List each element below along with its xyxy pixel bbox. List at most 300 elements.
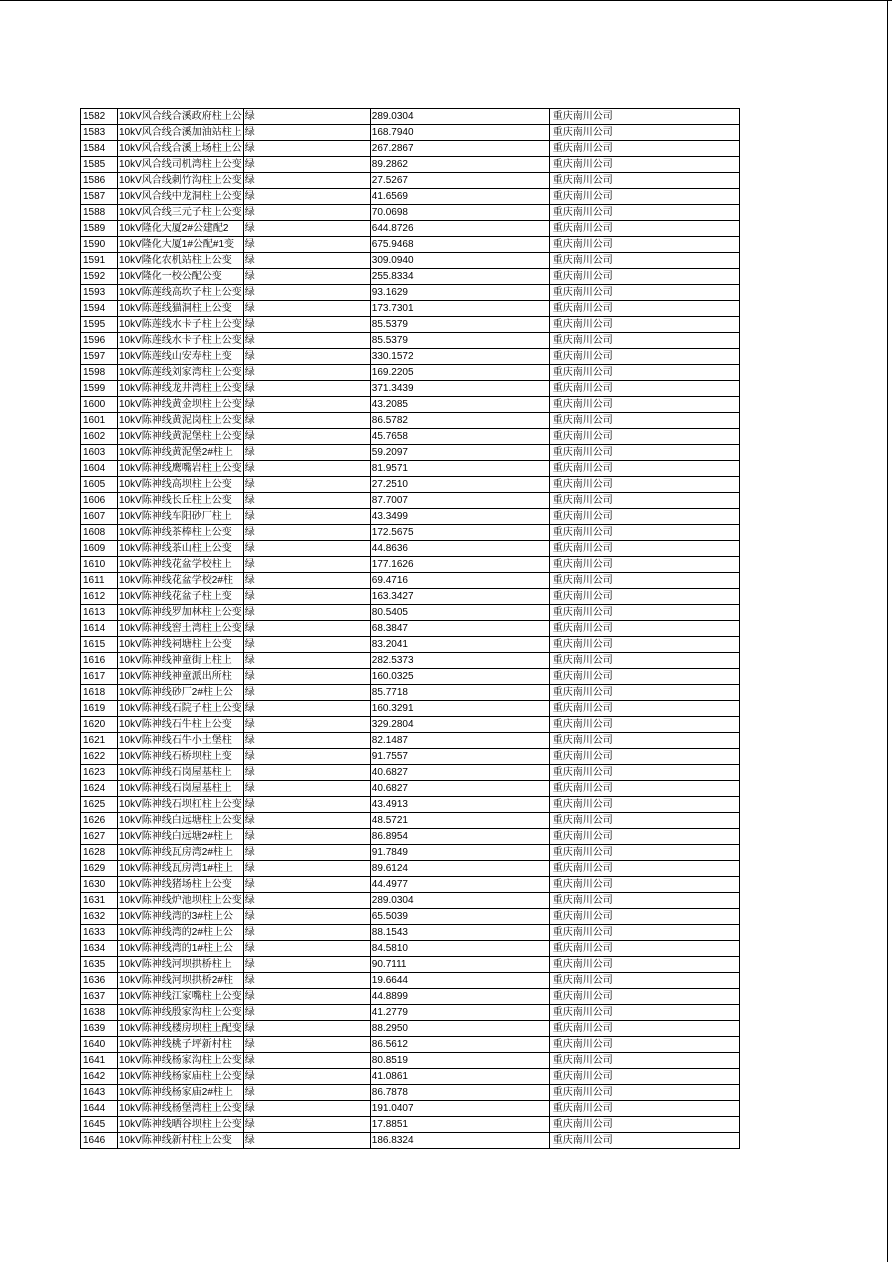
company-cell: 重庆南川公司 [549,877,739,893]
table-row [81,1037,740,1053]
transformer-name-cell: 10kV陈神线神童派出所柱 [118,669,244,685]
transformer-name-cell: 10kV陈神线瓦房湾1#柱上 [118,861,244,877]
transformer-name-cell: 10kV风合线合溪政府柱上公 [118,109,244,125]
company-cell: 重庆南川公司 [549,781,739,797]
row-number-cell: 1600 [81,397,118,413]
company-cell: 重庆南川公司 [549,1037,739,1053]
value-cell: 19.6644 [370,973,549,989]
right-border-line [887,0,888,1262]
value-cell: 82.1487 [370,733,549,749]
transformer-name-cell: 10kV陈神线猪场柱上公变 [118,877,244,893]
company-cell: 重庆南川公司 [549,509,739,525]
value-cell: 41.0861 [370,1069,549,1085]
status-color-cell: 绿 [243,1085,370,1101]
status-color-cell: 绿 [243,541,370,557]
company-cell: 重庆南川公司 [549,237,739,253]
status-color-cell: 绿 [243,237,370,253]
transformer-name-cell: 10kV陈神线长丘柱上公变 [118,493,244,509]
transformer-name-cell: 10kV陈神线石坝杠柱上公变 [118,797,244,813]
status-color-cell: 绿 [243,1005,370,1021]
company-cell: 重庆南川公司 [549,701,739,717]
row-number-cell: 1625 [81,797,118,813]
value-cell: 59.2097 [370,445,549,461]
status-color-cell: 绿 [243,781,370,797]
transformer-name-cell: 10kV陈神线花盆学校2#柱 [118,573,244,589]
transformer-name-cell: 10kV陈神线桃子坪新村柱 [118,1037,244,1053]
company-cell: 重庆南川公司 [549,589,739,605]
transformer-name-cell: 10kV陈神线石岗屋基柱上 [118,781,244,797]
value-cell: 91.7849 [370,845,549,861]
transformer-name-cell: 10kV隆化一校公配公变 [118,269,244,285]
status-color-cell: 绿 [243,621,370,637]
status-color-cell: 绿 [243,477,370,493]
status-color-cell: 绿 [243,701,370,717]
value-cell: 43.3499 [370,509,549,525]
table-row [81,877,740,893]
value-cell: 86.5612 [370,1037,549,1053]
value-cell: 81.9571 [370,461,549,477]
table-row [81,1021,740,1037]
table-row [81,621,740,637]
table-row [81,589,740,605]
status-color-cell: 绿 [243,845,370,861]
status-color-cell: 绿 [243,1117,370,1133]
company-cell: 重庆南川公司 [549,909,739,925]
row-number-cell: 1636 [81,973,118,989]
status-color-cell: 绿 [243,909,370,925]
value-cell: 177.1626 [370,557,549,573]
row-number-cell: 1602 [81,429,118,445]
company-cell: 重庆南川公司 [549,653,739,669]
row-number-cell: 1591 [81,253,118,269]
transformer-name-cell: 10kV陈神线石牛小土堡柱 [118,733,244,749]
transformer-name-cell: 10kV陈神线黄金坝柱上公变 [118,397,244,413]
value-cell: 289.0304 [370,893,549,909]
value-cell: 45.7658 [370,429,549,445]
value-cell: 90.7111 [370,957,549,973]
transformer-name-cell: 10kV陈神线殷家沟柱上公变 [118,1005,244,1021]
status-color-cell: 绿 [243,573,370,589]
transformer-name-cell: 10kV陈神线鹰嘴岩柱上公变 [118,461,244,477]
transformer-name-cell: 10kV陈神线杨家庙2#柱上 [118,1085,244,1101]
table-row [81,605,740,621]
transformer-name-cell: 10kV陈神线杨家沟柱上公变 [118,1053,244,1069]
value-cell: 371.3439 [370,381,549,397]
row-number-cell: 1605 [81,477,118,493]
status-color-cell: 绿 [243,669,370,685]
status-color-cell: 绿 [243,141,370,157]
value-cell: 17.8851 [370,1117,549,1133]
transformer-name-cell: 10kV陈神线晒谷坝柱上公变 [118,1117,244,1133]
value-cell: 85.5379 [370,317,549,333]
value-cell: 160.3291 [370,701,549,717]
row-number-cell: 1606 [81,493,118,509]
row-number-cell: 1585 [81,157,118,173]
value-cell: 86.5782 [370,413,549,429]
transformer-name-cell: 10kV陈神线神童街上柱上 [118,653,244,669]
table-row [81,333,740,349]
table-row [81,861,740,877]
row-number-cell: 1642 [81,1069,118,1085]
status-color-cell: 绿 [243,1069,370,1085]
row-number-cell: 1594 [81,301,118,317]
table-row [81,781,740,797]
transformer-name-cell: 10kV风合线刺竹沟柱上公变 [118,173,244,189]
company-cell: 重庆南川公司 [549,461,739,477]
transformer-name-cell: 10kV风合线合溪上场柱上公 [118,141,244,157]
row-number-cell: 1592 [81,269,118,285]
status-color-cell: 绿 [243,1037,370,1053]
value-cell: 191.0407 [370,1101,549,1117]
company-cell: 重庆南川公司 [549,941,739,957]
table-row [81,653,740,669]
company-cell: 重庆南川公司 [549,1085,739,1101]
row-number-cell: 1607 [81,509,118,525]
table-row [81,765,740,781]
transformer-name-cell: 10kV隆化大厦1#公配#1变 [118,237,244,253]
table-row [81,349,740,365]
company-cell: 重庆南川公司 [549,685,739,701]
transformer-name-cell: 10kV风合线三元子柱上公变 [118,205,244,221]
value-cell: 85.5379 [370,333,549,349]
status-color-cell: 绿 [243,173,370,189]
value-cell: 172.5675 [370,525,549,541]
value-cell: 309.0940 [370,253,549,269]
company-cell: 重庆南川公司 [549,1101,739,1117]
value-cell: 644.8726 [370,221,549,237]
value-cell: 43.2085 [370,397,549,413]
status-color-cell: 绿 [243,365,370,381]
value-cell: 168.7940 [370,125,549,141]
company-cell: 重庆南川公司 [549,669,739,685]
company-cell: 重庆南川公司 [549,109,739,125]
value-cell: 80.5405 [370,605,549,621]
table-row [81,557,740,573]
transformer-name-cell: 10kV陈神线花盆子柱上变 [118,589,244,605]
transformer-name-cell: 10kV陈神线炉池坝柱上公变 [118,893,244,909]
value-cell: 69.4716 [370,573,549,589]
status-color-cell: 绿 [243,765,370,781]
table-row [81,685,740,701]
transformer-name-cell: 10kV陈神线河坝拱桥2#柱 [118,973,244,989]
row-number-cell: 1612 [81,589,118,605]
value-cell: 86.8954 [370,829,549,845]
row-number-cell: 1604 [81,461,118,477]
company-cell: 重庆南川公司 [549,717,739,733]
status-color-cell: 绿 [243,381,370,397]
row-number-cell: 1622 [81,749,118,765]
value-cell: 84.5810 [370,941,549,957]
transformer-name-cell: 10kV陈神线罗加林柱上公变 [118,605,244,621]
table-row [81,237,740,253]
status-color-cell: 绿 [243,605,370,621]
company-cell: 重庆南川公司 [549,989,739,1005]
row-number-cell: 1646 [81,1133,118,1149]
status-color-cell: 绿 [243,1021,370,1037]
table-row [81,301,740,317]
status-color-cell: 绿 [243,253,370,269]
row-number-cell: 1595 [81,317,118,333]
transformer-name-cell: 10kV陈神线茶山柱上公变 [118,541,244,557]
transformer-name-cell: 10kV陈莲线高坎子柱上公变 [118,285,244,301]
status-color-cell: 绿 [243,813,370,829]
transformer-name-cell: 10kV陈莲线水卡子柱上公变 [118,317,244,333]
row-number-cell: 1584 [81,141,118,157]
status-color-cell: 绿 [243,797,370,813]
company-cell: 重庆南川公司 [549,333,739,349]
status-color-cell: 绿 [243,637,370,653]
row-number-cell: 1626 [81,813,118,829]
transformer-name-cell: 10kV陈神线车阳砂厂柱上 [118,509,244,525]
transformer-name-cell: 10kV风合线合溪加油站柱上 [118,125,244,141]
table-row [81,493,740,509]
transformer-name-cell: 10kV陈神线杨家庙柱上公变 [118,1069,244,1085]
status-color-cell: 绿 [243,653,370,669]
company-cell: 重庆南川公司 [549,845,739,861]
row-number-cell: 1637 [81,989,118,1005]
company-cell: 重庆南川公司 [549,749,739,765]
company-cell: 重庆南川公司 [549,765,739,781]
table-row [81,173,740,189]
value-cell: 86.7878 [370,1085,549,1101]
row-number-cell: 1601 [81,413,118,429]
table-row [81,205,740,221]
row-number-cell: 1641 [81,1053,118,1069]
table-row [81,1085,740,1101]
transformer-name-cell: 10kV陈神线茶棒柱上公变 [118,525,244,541]
table-row [81,749,740,765]
table-row [81,541,740,557]
row-number-cell: 1629 [81,861,118,877]
value-cell: 186.8324 [370,1133,549,1149]
transformer-name-cell: 10kV陈莲线猫洞柱上公变 [118,301,244,317]
transformer-name-cell: 10kV陈神线石桥坝柱上变 [118,749,244,765]
table-row [81,429,740,445]
row-number-cell: 1615 [81,637,118,653]
company-cell: 重庆南川公司 [549,541,739,557]
company-cell: 重庆南川公司 [549,797,739,813]
row-number-cell: 1582 [81,109,118,125]
row-number-cell: 1588 [81,205,118,221]
status-color-cell: 绿 [243,733,370,749]
company-cell: 重庆南川公司 [549,189,739,205]
value-cell: 88.2950 [370,1021,549,1037]
value-cell: 41.6569 [370,189,549,205]
transformer-name-cell: 10kV陈神线湾的2#柱上公 [118,925,244,941]
row-number-cell: 1643 [81,1085,118,1101]
table-row [81,141,740,157]
company-cell: 重庆南川公司 [549,317,739,333]
value-cell: 68.3847 [370,621,549,637]
value-cell: 255.8334 [370,269,549,285]
table-row [81,285,740,301]
value-cell: 93.1629 [370,285,549,301]
row-number-cell: 1616 [81,653,118,669]
row-number-cell: 1630 [81,877,118,893]
transformer-name-cell: 10kV陈神线龙井湾柱上公变 [118,381,244,397]
company-cell: 重庆南川公司 [549,381,739,397]
table-row [81,109,740,125]
table-row [81,157,740,173]
table-row [81,797,740,813]
row-number-cell: 1603 [81,445,118,461]
status-color-cell: 绿 [243,957,370,973]
table-row [81,717,740,733]
row-number-cell: 1623 [81,765,118,781]
transformer-name-cell: 10kV陈神线花盆学校柱上 [118,557,244,573]
table-row [81,989,740,1005]
value-cell: 329.2804 [370,717,549,733]
company-cell: 重庆南川公司 [549,557,739,573]
transformer-name-cell: 10kV陈神线黄泥岗柱上公变 [118,413,244,429]
value-cell: 330.1572 [370,349,549,365]
value-cell: 85.7718 [370,685,549,701]
company-cell: 重庆南川公司 [549,1117,739,1133]
table-body [81,109,740,1149]
status-color-cell: 绿 [243,349,370,365]
status-color-cell: 绿 [243,525,370,541]
row-number-cell: 1620 [81,717,118,733]
company-cell: 重庆南川公司 [549,157,739,173]
value-cell: 44.8636 [370,541,549,557]
table-row [81,509,740,525]
status-color-cell: 绿 [243,941,370,957]
row-number-cell: 1627 [81,829,118,845]
transformer-name-cell: 10kV陈莲线山安寿柱上变 [118,349,244,365]
company-cell: 重庆南川公司 [549,397,739,413]
table-row [81,733,740,749]
company-cell: 重庆南川公司 [549,637,739,653]
row-number-cell: 1631 [81,893,118,909]
status-color-cell: 绿 [243,109,370,125]
value-cell: 289.0304 [370,109,549,125]
status-color-cell: 绿 [243,1133,370,1149]
status-color-cell: 绿 [243,301,370,317]
row-number-cell: 1590 [81,237,118,253]
table-row [81,397,740,413]
transformer-name-cell: 10kV陈神线瓦房湾2#柱上 [118,845,244,861]
status-color-cell: 绿 [243,413,370,429]
transformer-name-cell: 10kV陈神线杨堡湾柱上公变 [118,1101,244,1117]
value-cell: 89.2862 [370,157,549,173]
company-cell: 重庆南川公司 [549,621,739,637]
value-cell: 48.5721 [370,813,549,829]
status-color-cell: 绿 [243,269,370,285]
transformer-name-cell: 10kV陈神线湾的3#柱上公 [118,909,244,925]
row-number-cell: 1599 [81,381,118,397]
status-color-cell: 绿 [243,717,370,733]
row-number-cell: 1634 [81,941,118,957]
table-row [81,189,740,205]
table-row [81,125,740,141]
table-row [81,829,740,845]
transformer-name-cell: 10kV陈神线新村柱上公变 [118,1133,244,1149]
value-cell: 40.6827 [370,765,549,781]
transformer-name-cell: 10kV隆化大厦2#公建配2 [118,221,244,237]
row-number-cell: 1639 [81,1021,118,1037]
company-cell: 重庆南川公司 [549,973,739,989]
row-number-cell: 1619 [81,701,118,717]
value-cell: 173.7301 [370,301,549,317]
row-number-cell: 1617 [81,669,118,685]
status-color-cell: 绿 [243,493,370,509]
value-cell: 70.0698 [370,205,549,221]
table-row [81,845,740,861]
table-row [81,941,740,957]
row-number-cell: 1583 [81,125,118,141]
transformer-name-cell: 10kV风合线司机湾柱上公变 [118,157,244,173]
status-color-cell: 绿 [243,509,370,525]
table-row [81,1101,740,1117]
table-row [81,1053,740,1069]
company-cell: 重庆南川公司 [549,1005,739,1021]
status-color-cell: 绿 [243,749,370,765]
row-number-cell: 1610 [81,557,118,573]
company-cell: 重庆南川公司 [549,269,739,285]
status-color-cell: 绿 [243,557,370,573]
transformer-name-cell: 10kV风合线中龙洞柱上公变 [118,189,244,205]
company-cell: 重庆南川公司 [549,285,739,301]
top-border-line [0,0,892,1]
value-cell: 675.9468 [370,237,549,253]
value-cell: 27.5267 [370,173,549,189]
transformer-name-cell: 10kV陈神线白远塘2#柱上 [118,829,244,845]
transformer-name-cell: 10kV陈神线石牛柱上公变 [118,717,244,733]
status-color-cell: 绿 [243,125,370,141]
company-cell: 重庆南川公司 [549,893,739,909]
table-row [81,925,740,941]
value-cell: 169.2205 [370,365,549,381]
table-row [81,973,740,989]
table-row [81,669,740,685]
company-cell: 重庆南川公司 [549,253,739,269]
table-row [81,573,740,589]
row-number-cell: 1614 [81,621,118,637]
row-number-cell: 1632 [81,909,118,925]
company-cell: 重庆南川公司 [549,413,739,429]
transformer-name-cell: 10kV陈神线窖土湾柱上公变 [118,621,244,637]
row-number-cell: 1596 [81,333,118,349]
status-color-cell: 绿 [243,685,370,701]
company-cell: 重庆南川公司 [549,605,739,621]
status-color-cell: 绿 [243,205,370,221]
status-color-cell: 绿 [243,189,370,205]
status-color-cell: 绿 [243,877,370,893]
status-color-cell: 绿 [243,317,370,333]
table-row [81,637,740,653]
value-cell: 267.2867 [370,141,549,157]
company-cell: 重庆南川公司 [549,125,739,141]
transformer-name-cell: 10kV隆化农机站柱上公变 [118,253,244,269]
company-cell: 重庆南川公司 [549,1133,739,1149]
transformer-name-cell: 10kV陈神线祠塘柱上公变 [118,637,244,653]
table-row [81,1133,740,1149]
table-row [81,525,740,541]
row-number-cell: 1633 [81,925,118,941]
company-cell: 重庆南川公司 [549,1053,739,1069]
table-row [81,445,740,461]
company-cell: 重庆南川公司 [549,301,739,317]
status-color-cell: 绿 [243,829,370,845]
status-color-cell: 绿 [243,1053,370,1069]
row-number-cell: 1597 [81,349,118,365]
row-number-cell: 1645 [81,1117,118,1133]
value-cell: 160.0325 [370,669,549,685]
transformer-name-cell: 10kV陈神线高坝柱上公变 [118,477,244,493]
row-number-cell: 1586 [81,173,118,189]
status-color-cell: 绿 [243,925,370,941]
status-color-cell: 绿 [243,893,370,909]
